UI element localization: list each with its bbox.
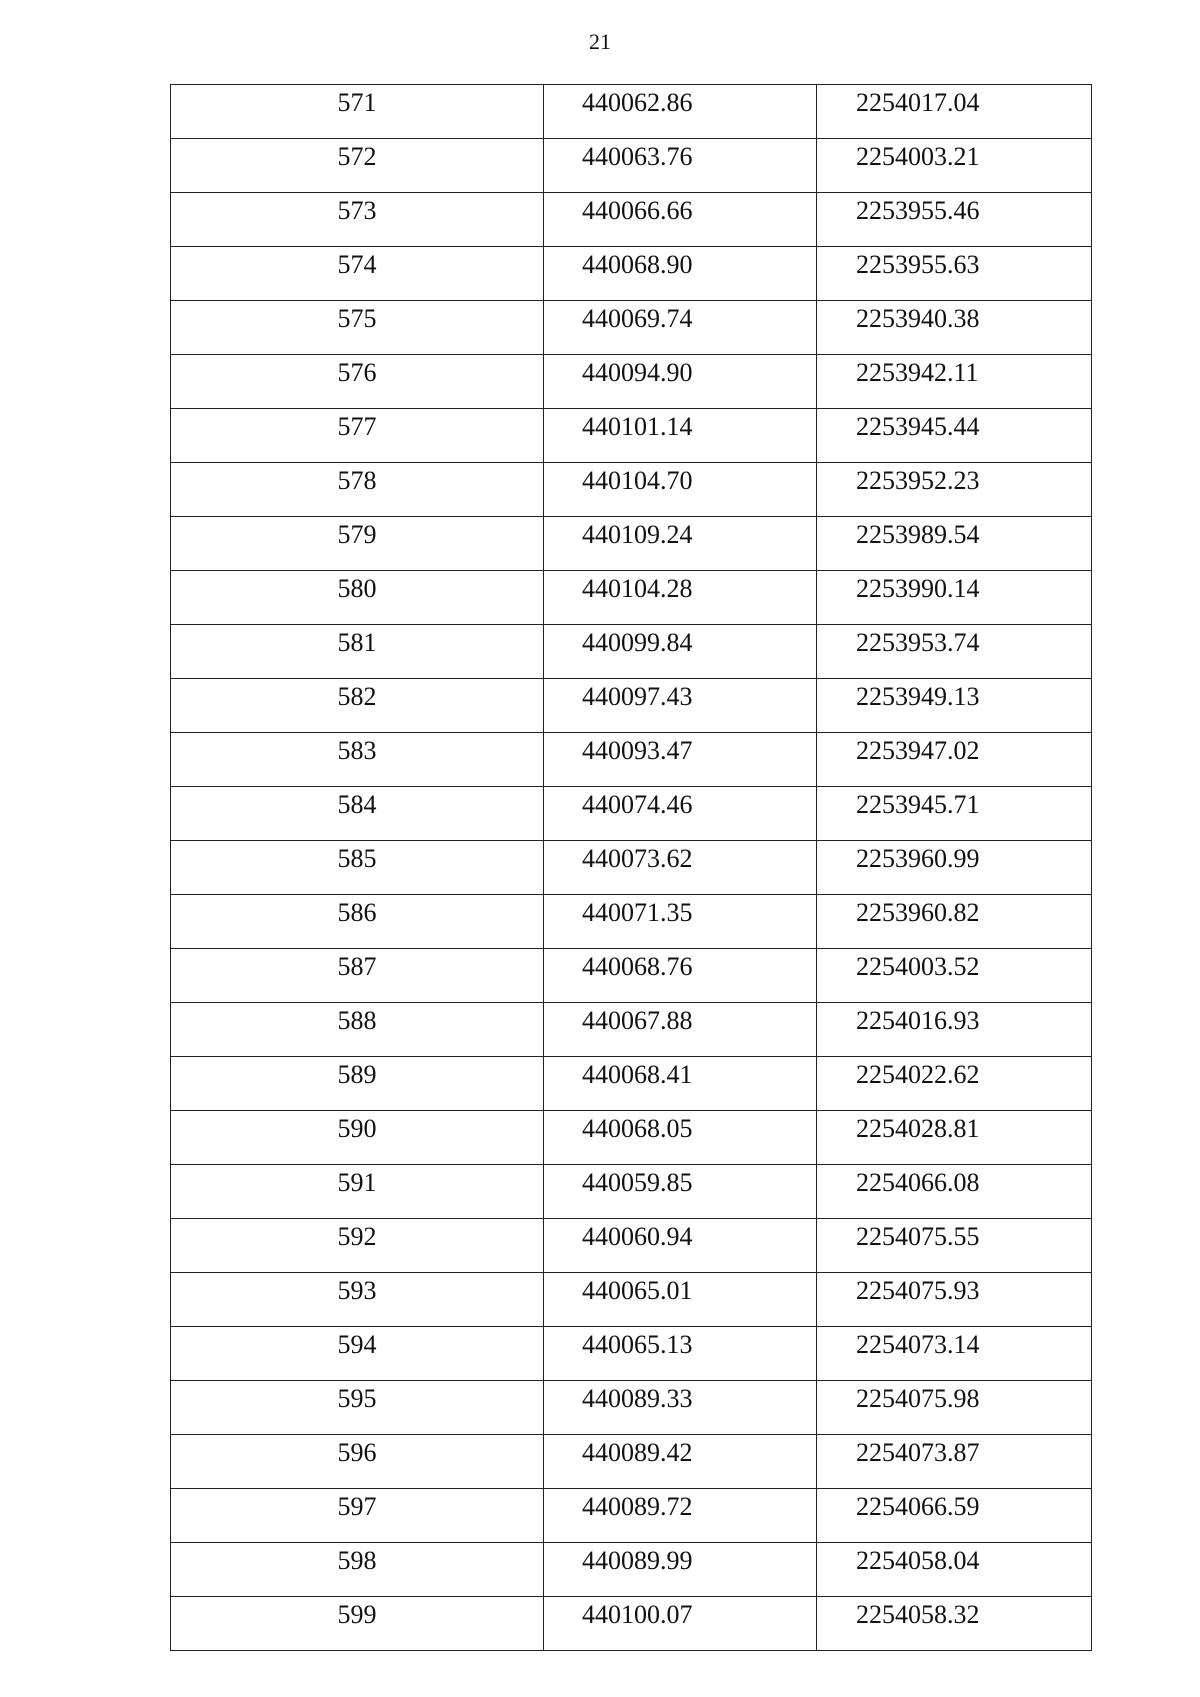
table-row — [171, 1327, 1092, 1381]
point-number-cell: 576 — [171, 355, 544, 409]
x-coordinate-cell: 440069.74 — [544, 301, 817, 355]
table-row — [171, 85, 1092, 139]
y-coordinate-cell: 2254058.32 — [817, 1597, 1092, 1651]
table-row — [171, 193, 1092, 247]
point-number-cell: 581 — [171, 625, 544, 679]
table-row — [171, 1219, 1092, 1273]
table-row — [171, 571, 1092, 625]
x-coordinate-cell: 440067.88 — [544, 1003, 817, 1057]
point-number-cell: 571 — [171, 85, 544, 139]
x-coordinate-cell: 440074.46 — [544, 787, 817, 841]
point-number-cell: 584 — [171, 787, 544, 841]
x-coordinate-cell: 440065.13 — [544, 1327, 817, 1381]
x-coordinate-cell: 440097.43 — [544, 679, 817, 733]
y-coordinate-cell: 2253960.99 — [817, 841, 1092, 895]
table-row — [171, 841, 1092, 895]
table-row — [171, 625, 1092, 679]
point-number-cell: 594 — [171, 1327, 544, 1381]
y-coordinate-cell: 2254058.04 — [817, 1543, 1092, 1597]
table-row — [171, 733, 1092, 787]
table-row — [171, 139, 1092, 193]
table-row — [171, 1057, 1092, 1111]
x-coordinate-cell: 440089.42 — [544, 1435, 817, 1489]
point-number-cell: 583 — [171, 733, 544, 787]
point-number-cell: 590 — [171, 1111, 544, 1165]
table-row — [171, 1381, 1092, 1435]
table-row — [171, 1435, 1092, 1489]
x-coordinate-cell: 440066.66 — [544, 193, 817, 247]
point-number-cell: 596 — [171, 1435, 544, 1489]
table-row — [171, 679, 1092, 733]
y-coordinate-cell: 2254073.87 — [817, 1435, 1092, 1489]
coordinates-table — [170, 84, 1092, 1651]
y-coordinate-cell: 2254022.62 — [817, 1057, 1092, 1111]
point-number-cell: 577 — [171, 409, 544, 463]
x-coordinate-cell: 440073.62 — [544, 841, 817, 895]
y-coordinate-cell: 2253949.13 — [817, 679, 1092, 733]
point-number-cell: 573 — [171, 193, 544, 247]
point-number-cell: 575 — [171, 301, 544, 355]
y-coordinate-cell: 2254075.98 — [817, 1381, 1092, 1435]
y-coordinate-cell: 2254066.59 — [817, 1489, 1092, 1543]
point-number-cell: 580 — [171, 571, 544, 625]
page-number: 21 — [589, 29, 611, 54]
x-coordinate-cell: 440089.72 — [544, 1489, 817, 1543]
x-coordinate-cell: 440068.76 — [544, 949, 817, 1003]
table-row — [171, 1165, 1092, 1219]
table-row — [171, 1273, 1092, 1327]
y-coordinate-cell: 2253945.71 — [817, 787, 1092, 841]
y-coordinate-cell: 2254017.04 — [817, 85, 1092, 139]
y-coordinate-cell: 2254075.55 — [817, 1219, 1092, 1273]
x-coordinate-cell: 440100.07 — [544, 1597, 817, 1651]
x-coordinate-cell: 440089.99 — [544, 1543, 817, 1597]
point-number-cell: 589 — [171, 1057, 544, 1111]
point-number-cell: 588 — [171, 1003, 544, 1057]
point-number-cell: 574 — [171, 247, 544, 301]
x-coordinate-cell: 440063.76 — [544, 139, 817, 193]
y-coordinate-cell: 2254073.14 — [817, 1327, 1092, 1381]
x-coordinate-cell: 440099.84 — [544, 625, 817, 679]
table-row — [171, 409, 1092, 463]
table-row — [171, 1111, 1092, 1165]
point-number-cell: 587 — [171, 949, 544, 1003]
x-coordinate-cell: 440068.41 — [544, 1057, 817, 1111]
y-coordinate-cell: 2254066.08 — [817, 1165, 1092, 1219]
point-number-cell: 582 — [171, 679, 544, 733]
point-number-cell: 592 — [171, 1219, 544, 1273]
x-coordinate-cell: 440109.24 — [544, 517, 817, 571]
table-row — [171, 301, 1092, 355]
y-coordinate-cell: 2253989.54 — [817, 517, 1092, 571]
point-number-cell: 599 — [171, 1597, 544, 1651]
x-coordinate-cell: 440104.70 — [544, 463, 817, 517]
table-row — [171, 895, 1092, 949]
y-coordinate-cell: 2253945.44 — [817, 409, 1092, 463]
point-number-cell: 579 — [171, 517, 544, 571]
point-number-cell: 598 — [171, 1543, 544, 1597]
x-coordinate-cell: 440071.35 — [544, 895, 817, 949]
y-coordinate-cell: 2254075.93 — [817, 1273, 1092, 1327]
x-coordinate-cell: 440068.05 — [544, 1111, 817, 1165]
point-number-cell: 595 — [171, 1381, 544, 1435]
table-row — [171, 1489, 1092, 1543]
table-row — [171, 1003, 1092, 1057]
x-coordinate-cell: 440060.94 — [544, 1219, 817, 1273]
x-coordinate-cell: 440059.85 — [544, 1165, 817, 1219]
table-row — [171, 787, 1092, 841]
y-coordinate-cell: 2253955.63 — [817, 247, 1092, 301]
y-coordinate-cell: 2253990.14 — [817, 571, 1092, 625]
y-coordinate-cell: 2253942.11 — [817, 355, 1092, 409]
table-row — [171, 1543, 1092, 1597]
point-number-cell: 578 — [171, 463, 544, 517]
point-number-cell: 586 — [171, 895, 544, 949]
table-row — [171, 463, 1092, 517]
y-coordinate-cell: 2253953.74 — [817, 625, 1092, 679]
y-coordinate-cell: 2253952.23 — [817, 463, 1092, 517]
x-coordinate-cell: 440101.14 — [544, 409, 817, 463]
y-coordinate-cell: 2254003.52 — [817, 949, 1092, 1003]
x-coordinate-cell: 440093.47 — [544, 733, 817, 787]
x-coordinate-cell: 440094.90 — [544, 355, 817, 409]
point-number-cell: 585 — [171, 841, 544, 895]
table-row — [171, 949, 1092, 1003]
point-number-cell: 572 — [171, 139, 544, 193]
y-coordinate-cell: 2253955.46 — [817, 193, 1092, 247]
x-coordinate-cell: 440062.86 — [544, 85, 817, 139]
table-row — [171, 1597, 1092, 1651]
table-row — [171, 355, 1092, 409]
x-coordinate-cell: 440068.90 — [544, 247, 817, 301]
point-number-cell: 591 — [171, 1165, 544, 1219]
y-coordinate-cell: 2254016.93 — [817, 1003, 1092, 1057]
table-row — [171, 247, 1092, 301]
y-coordinate-cell: 2253947.02 — [817, 733, 1092, 787]
coordinates-table-body — [171, 85, 1092, 1651]
point-number-cell: 597 — [171, 1489, 544, 1543]
y-coordinate-cell: 2253940.38 — [817, 301, 1092, 355]
x-coordinate-cell: 440089.33 — [544, 1381, 817, 1435]
y-coordinate-cell: 2254003.21 — [817, 139, 1092, 193]
y-coordinate-cell: 2254028.81 — [817, 1111, 1092, 1165]
x-coordinate-cell: 440104.28 — [544, 571, 817, 625]
x-coordinate-cell: 440065.01 — [544, 1273, 817, 1327]
y-coordinate-cell: 2253960.82 — [817, 895, 1092, 949]
point-number-cell: 593 — [171, 1273, 544, 1327]
table-row — [171, 517, 1092, 571]
